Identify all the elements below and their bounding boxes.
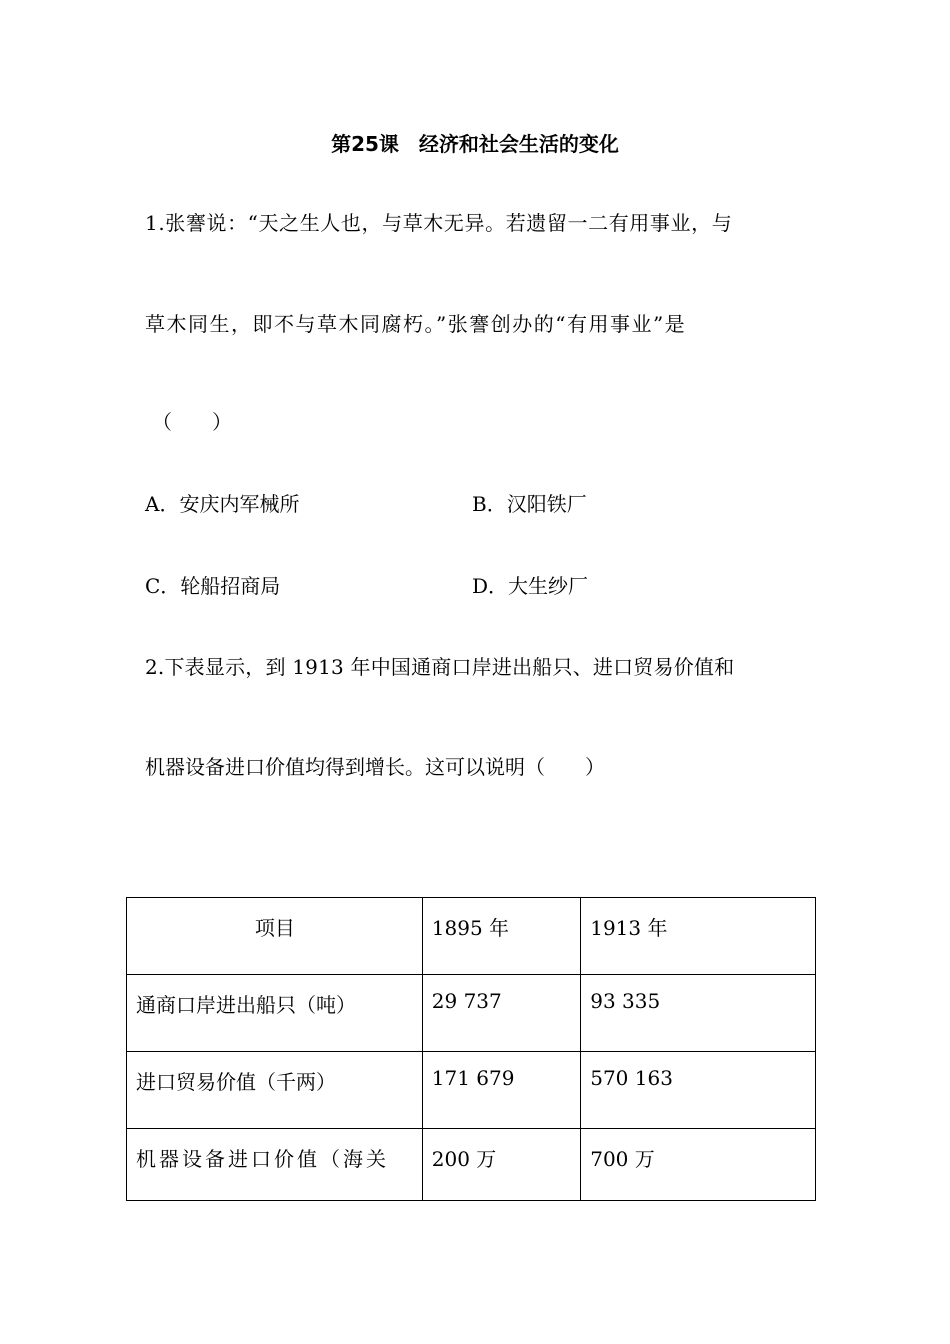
- option-d: D．大生纱厂: [472, 574, 589, 598]
- table-header-row: [127, 898, 816, 975]
- table-header-cell: 1913 年: [581, 898, 816, 975]
- question-1-text-line-2: 草木同生，即不与草木同腐朽。”张謇创办的“有用事业”是: [145, 312, 687, 336]
- table-cell: 通商口岸进出船只（吨）: [127, 975, 423, 1052]
- table-cell: 200 万: [422, 1129, 580, 1201]
- page-title: 第25课 经济和社会生活的变化: [331, 132, 619, 156]
- option-b: B．汉阳铁厂: [472, 492, 587, 516]
- table-cell: 进口贸易价值（千两）: [127, 1052, 423, 1129]
- trade-data-table: [126, 897, 816, 1201]
- table-row: [127, 1129, 816, 1201]
- table-cell: 93 335: [581, 975, 816, 1052]
- question-2-text-line-1: 2.下表显示，到 1913 年中国通商口岸进出船只、进口贸易价值和: [145, 655, 735, 679]
- option-a: A．安庆内军械所: [145, 492, 300, 516]
- question-1-text-line-1: 1.张謇说：“天之生人也，与草木无异。若遗留一二有用事业，与: [145, 211, 733, 235]
- option-c: C．轮船招商局: [145, 574, 281, 598]
- question-2-text-line-2: 机器设备进口价值均得到增长。这可以说明（ ）: [145, 755, 605, 779]
- table-cell: 700 万: [581, 1129, 816, 1201]
- question-1-answer-blank: （ ）: [152, 410, 232, 434]
- table-row: [127, 1052, 816, 1129]
- table-header-cell: 项目: [127, 898, 423, 975]
- table-row: [127, 975, 816, 1052]
- table-cell: 机器设备进口价值（海关: [127, 1129, 423, 1201]
- table-header-cell: 1895 年: [422, 898, 580, 975]
- table-cell: 29 737: [422, 975, 580, 1052]
- table-cell: 570 163: [581, 1052, 816, 1129]
- table-cell: 171 679: [422, 1052, 580, 1129]
